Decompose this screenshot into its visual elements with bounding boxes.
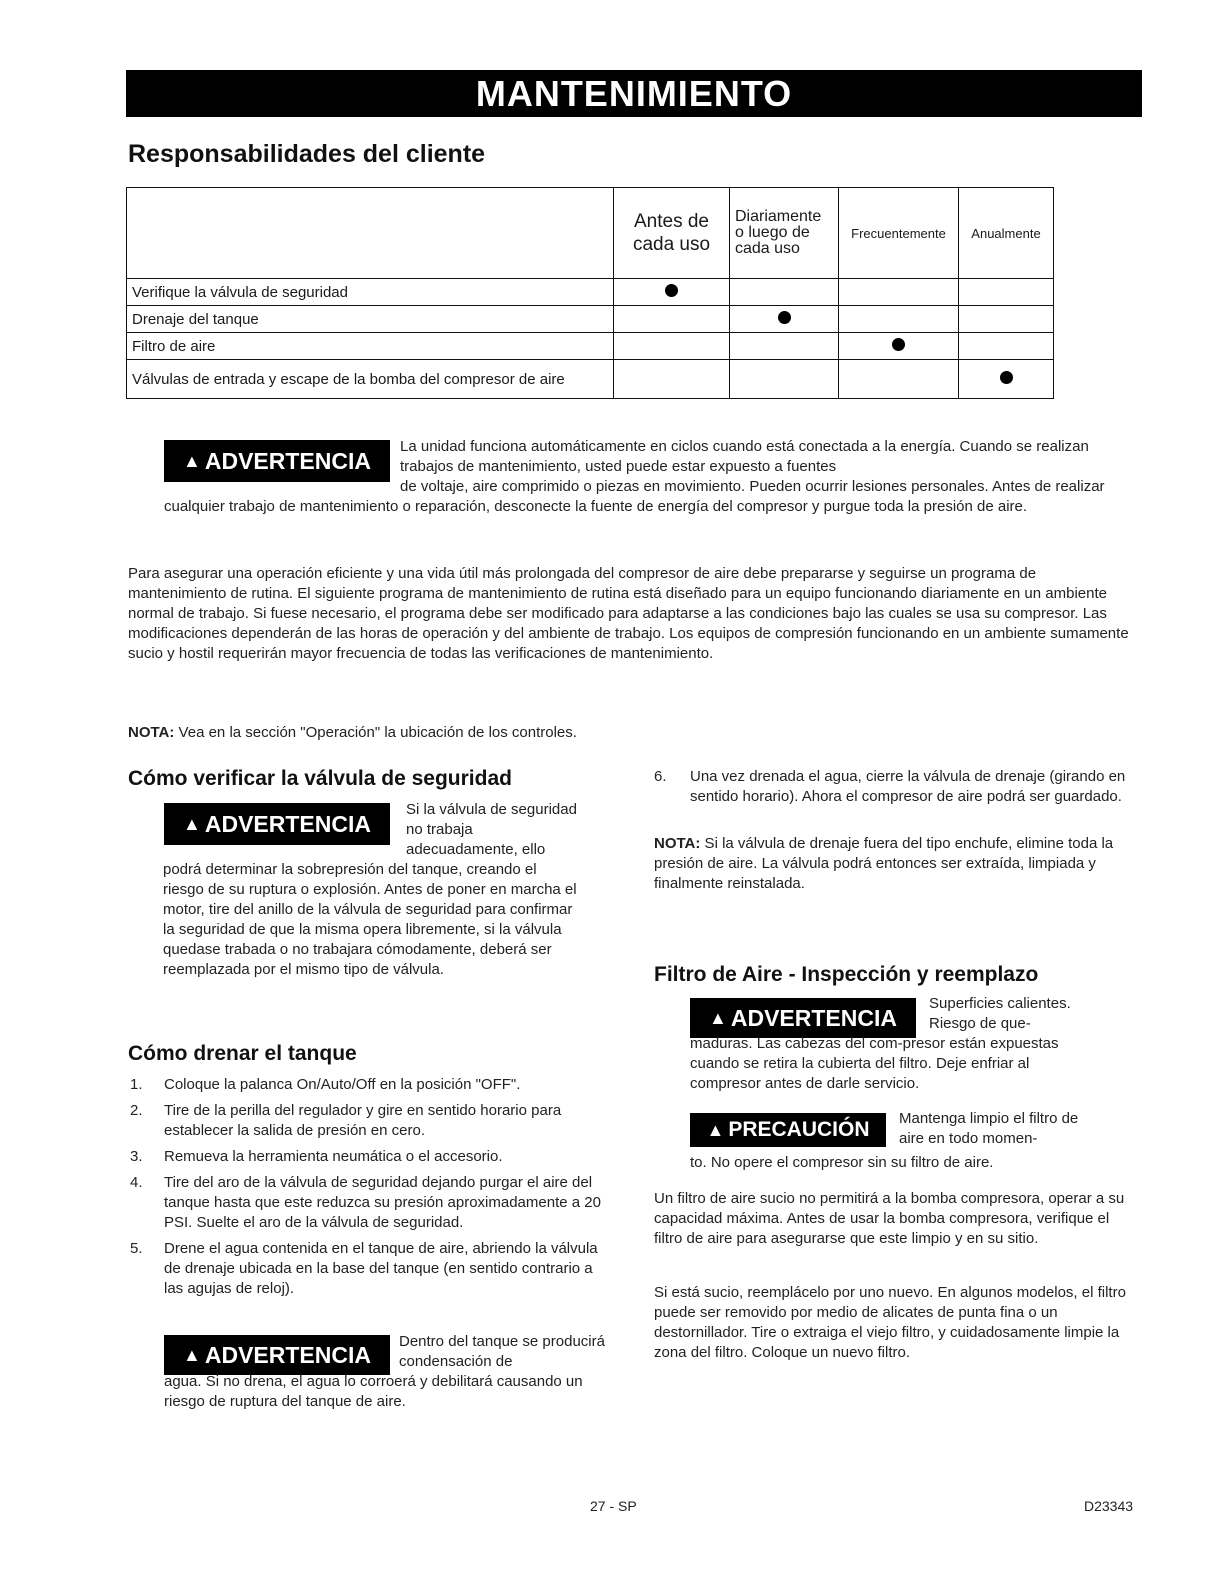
schedule-cell [730, 333, 839, 360]
document-code: D23343 [1084, 1498, 1134, 1514]
step-text: Coloque la palanca On/Auto/Off en la posición "OFF". [164, 1076, 521, 1093]
step-number: 3. [130, 1148, 143, 1165]
task-label: Drenaje del tanque [127, 306, 614, 333]
task-label: Verifique la válvula de seguridad [127, 279, 614, 306]
drain-warning-side: Dentro del tanque se producirá condensación de [399, 1333, 605, 1370]
task-label: Válvulas de entrada y escape de la bomba del compresor de aire [127, 360, 614, 399]
header-frequently: Frecuentemente [839, 188, 959, 279]
step-number: 5. [130, 1240, 143, 1257]
step-text: Tire de la perilla del regulador y gire en sentido horario para establecer la salida de presión en cero. [164, 1102, 562, 1139]
intro-paragraph: Para asegurar una operación eficiente y una vida útil más prolongada del compresor de aire debe prepararse y seguirse un programa de mantenimiento de rutina. El siguiente programa de mantenimiento de rutina está diseñado para un equipo funcionando diariamente en un ambiente normal de trabajo. Si fuese necesario, el programa debe ser modificado para adaptarse a las condiciones bajo las cuales se usa su compresor. Las modificaciones dependerán de las horas de operación y del ambiente de trabajo. Los equipos de compresión funcionando en un ambiente sumamente sucio y hostil requerirán mayor frecuencia de todas las verificaciones de mantenimiento. [128, 565, 1129, 662]
header-daily: Diariamente o luego de cada uso [730, 188, 839, 279]
list-item [128, 1239, 606, 1299]
page-number: 27 - SP [590, 1498, 637, 1514]
checkmark-dot-icon [1000, 371, 1013, 384]
header-annually: Anualmente [959, 188, 1054, 279]
schedule-cell [959, 279, 1054, 306]
section-banner: MANTENIMIENTO [126, 70, 1142, 117]
drain-warning-rest: agua. Si no drena, el agua lo corroerá y debilitará causando un riesgo de ruptura del tanque de aire. [164, 1373, 583, 1410]
schedule-cell [839, 333, 959, 360]
warning-triangle-icon: ▲ [183, 450, 201, 471]
note-controls: NOTA: Vea en la sección "Operación" la ubicación de los controles. [128, 724, 577, 741]
filter-caution-side: Mantenga limpio el filtro de aire en todo momen- [899, 1110, 1079, 1147]
schedule-cell [614, 333, 730, 360]
checkmark-dot-icon [665, 284, 678, 297]
schedule-cell [614, 306, 730, 333]
warning-badge: ▲ ADVERTENCIA [164, 803, 390, 845]
warning-main-side: La unidad funciona automáticamente en ciclos cuando está conectada a la energía. Cuando se realizan trabajos de mantenimiento, usted puede estar expuesto a fuentes [400, 438, 1089, 475]
table-header-row [127, 188, 1054, 279]
drain-step-6: 6. Una vez drenada el agua, cierre la válvula de drenaje (girando en sentido horario). Ahora el compresor de aire podrá ser guardado. [654, 768, 1126, 805]
page-title: Responsabilidades del cliente [128, 140, 486, 168]
list-item [128, 1147, 606, 1167]
warning-main-rest: de voltaje, aire comprimido o piezas en movimiento. Pueden ocurrir lesiones personales. Antes de realizar cualquier trabajo de mantenimiento o reparación, desconecte la fuente de energía del compresor y purgue toda la presión de aire. [164, 478, 1105, 515]
checkmark-dot-icon [892, 338, 905, 351]
warning-triangle-icon: ▲ [183, 1344, 201, 1365]
note-drain-valve: NOTA: Si la válvula de drenaje fuera del tipo enchufe, elimine toda la presión de aire. La válvula podrá entonces ser extraída, limpiada y finalmente reinstalada. [654, 835, 1114, 892]
valve-warning-rest: podrá determinar la sobrepresión del tanque, creando el riesgo de su ruptura o explosión. Antes de poner en marcha el motor, tire del anillo de la válvula de seguridad para confirmar la seguridad de que la misma opera libremente, si la válvula quedase trabada o no trabajara cómodamente, deberá ser reemplazada por el mismo tipo de válvula. [163, 861, 577, 978]
warning-badge: ▲ ADVERTENCIA [690, 998, 916, 1038]
valve-warning-side: Si la válvula de seguridad no trabaja adecuadamente, ello [406, 801, 577, 858]
warning-badge: ▲ ADVERTENCIA [164, 1335, 390, 1375]
step-text: Drene el agua contenida en el tanque de aire, abriendo la válvula de drenaje ubicada en la base del tanque (en sentido contrario a las agujas de reloj). [164, 1240, 598, 1297]
schedule-cell [614, 279, 730, 306]
caution-triangle-icon: ▲ [706, 1119, 725, 1140]
table-row [127, 360, 1054, 399]
schedule-cell [839, 279, 959, 306]
step-number: 4. [130, 1174, 143, 1191]
drain-steps-list [128, 1075, 606, 1305]
step-text: Tire del aro de la válvula de seguridad dejando purgar el aire del tanque hasta que este reduzca su presión aproximadamente a 20 PSI. Suelte el aro de la válvula de seguridad. [164, 1174, 601, 1231]
caution-badge: ▲ PRECAUCIÓN [690, 1113, 886, 1147]
list-item [128, 1101, 606, 1141]
checkmark-dot-icon [778, 311, 791, 324]
schedule-cell [730, 306, 839, 333]
schedule-cell [839, 306, 959, 333]
drain-section-title: Cómo drenar el tanque [128, 1042, 357, 1065]
header-before-use: Antes de cada uso [614, 188, 730, 279]
list-item [128, 1075, 606, 1095]
task-label: Filtro de aire [127, 333, 614, 360]
warning-triangle-icon: ▲ [709, 1007, 727, 1028]
schedule-cell [730, 279, 839, 306]
filter-paragraph-2: Si está sucio, reemplácelo por uno nuevo. En algunos modelos, el filtro puede ser removido por medio de alicates de punta fina o un destornillador. Tire o extraiga el viejo filtro, y cuidadosamente limpie la zona del filtro. Coloque un nuevo filtro. [654, 1284, 1126, 1361]
schedule-cell [959, 333, 1054, 360]
step-number: 1. [130, 1076, 143, 1093]
filter-caution-rest: to. No opere el compresor sin su filtro de aire. [690, 1154, 994, 1171]
step-number: 2. [130, 1102, 143, 1119]
schedule-cell [839, 360, 959, 399]
filter-paragraph-1: Un filtro de aire sucio no permitirá a la bomba compresora, operar a su capacidad máxima. Antes de usar la bomba compresora, verifique el filtro de aire para asegurarse que este limpio y en su sitio. [654, 1190, 1125, 1247]
warning-badge: ▲ ADVERTENCIA [164, 440, 390, 482]
schedule-cell [730, 360, 839, 399]
filter-warning-side: Superficies calientes. Riesgo de que- [929, 995, 1071, 1032]
schedule-cell [959, 360, 1054, 399]
filter-section-title: Filtro de Aire - Inspección y reemplazo [654, 963, 1039, 986]
table-header-blank [127, 188, 614, 279]
schedule-cell [614, 360, 730, 399]
filter-warning-rest: maduras. Las cabezas del com-presor están expuestas cuando se retira la cubierta del filtro. Deje enfriar al compresor antes de darle servicio. [690, 1035, 1059, 1092]
maintenance-schedule-table [126, 187, 1054, 399]
valve-section-title: Cómo verificar la válvula de seguridad [128, 767, 512, 790]
table-row [127, 279, 1054, 306]
warning-triangle-icon: ▲ [183, 813, 201, 834]
step-text: Remueva la herramienta neumática o el accesorio. [164, 1148, 503, 1165]
table-row [127, 333, 1054, 360]
schedule-cell [959, 306, 1054, 333]
list-item [128, 1173, 606, 1233]
table-row [127, 306, 1054, 333]
